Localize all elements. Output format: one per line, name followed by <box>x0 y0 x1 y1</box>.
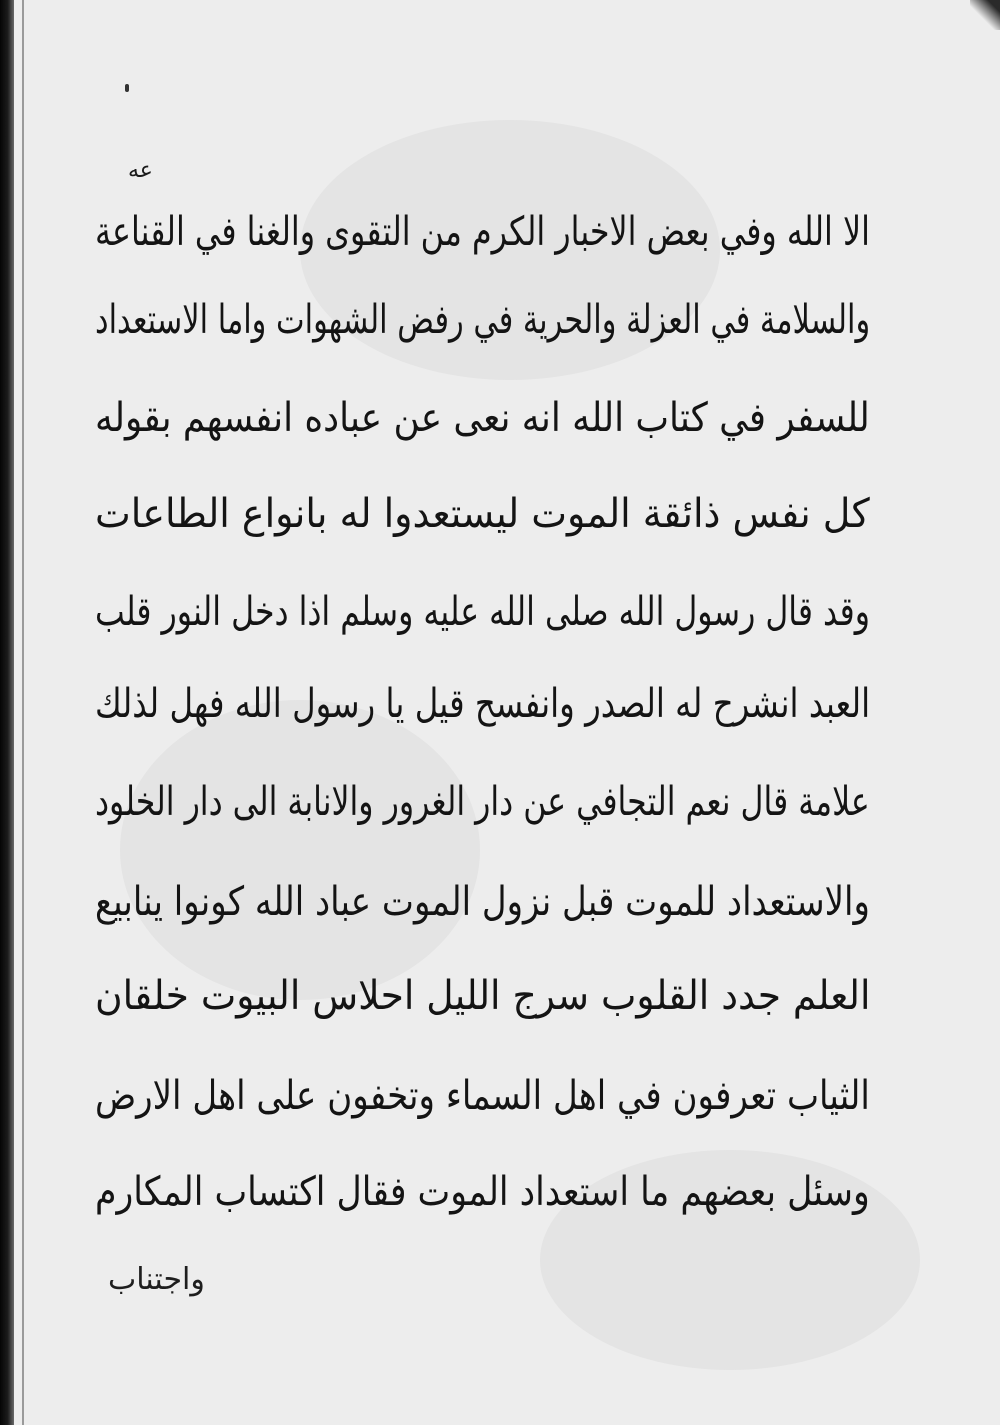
text-line: علامة قال نعم التجافي عن دار الغرور والانابة الى دار الخلود <box>95 779 870 825</box>
ink-dot <box>125 84 129 92</box>
text-line: للسفر في كتاب الله انه نعى عن عباده انفسهم بقوله <box>95 395 870 441</box>
page-fold-line <box>22 0 24 1425</box>
text-line: والاستعداد للموت قبل نزول الموت عباد الله كونوا ينابيع <box>95 879 870 925</box>
text-line: العلم جدد القلوب سرج الليل احلاس البيوت خلقان <box>94 973 870 1019</box>
margin-note: عه <box>128 158 153 183</box>
text-line: الثياب تعرفون في اهل السماء وتخفون على اهل الارض <box>95 1073 870 1119</box>
text-line: العبد انشرح له الصدر وانفسح قيل يا رسول الله فهل لذلك <box>94 681 870 727</box>
paper-stain <box>120 700 480 1000</box>
binding-edge <box>0 0 14 1425</box>
text-line: وسئل بعضهم ما استعداد الموت فقال اكتساب المكارم <box>95 1169 870 1215</box>
text-line: كل نفس ذائقة الموت ليستعدوا له بانواع الطاعات <box>95 491 870 537</box>
text-line: والسلامة في العزلة والحرية في رفض الشهوات واما الاستعداد <box>94 297 870 343</box>
catchword: واجتناب <box>108 1262 205 1297</box>
text-line: وقد قال رسول الله صلى الله عليه وسلم اذا دخل النور قلب <box>95 589 870 635</box>
text-line: الا الله وفي بعض الاخبار الكرم من التقوى والغنا في القناعة <box>95 209 870 255</box>
page-corner-shadow <box>970 0 1000 30</box>
